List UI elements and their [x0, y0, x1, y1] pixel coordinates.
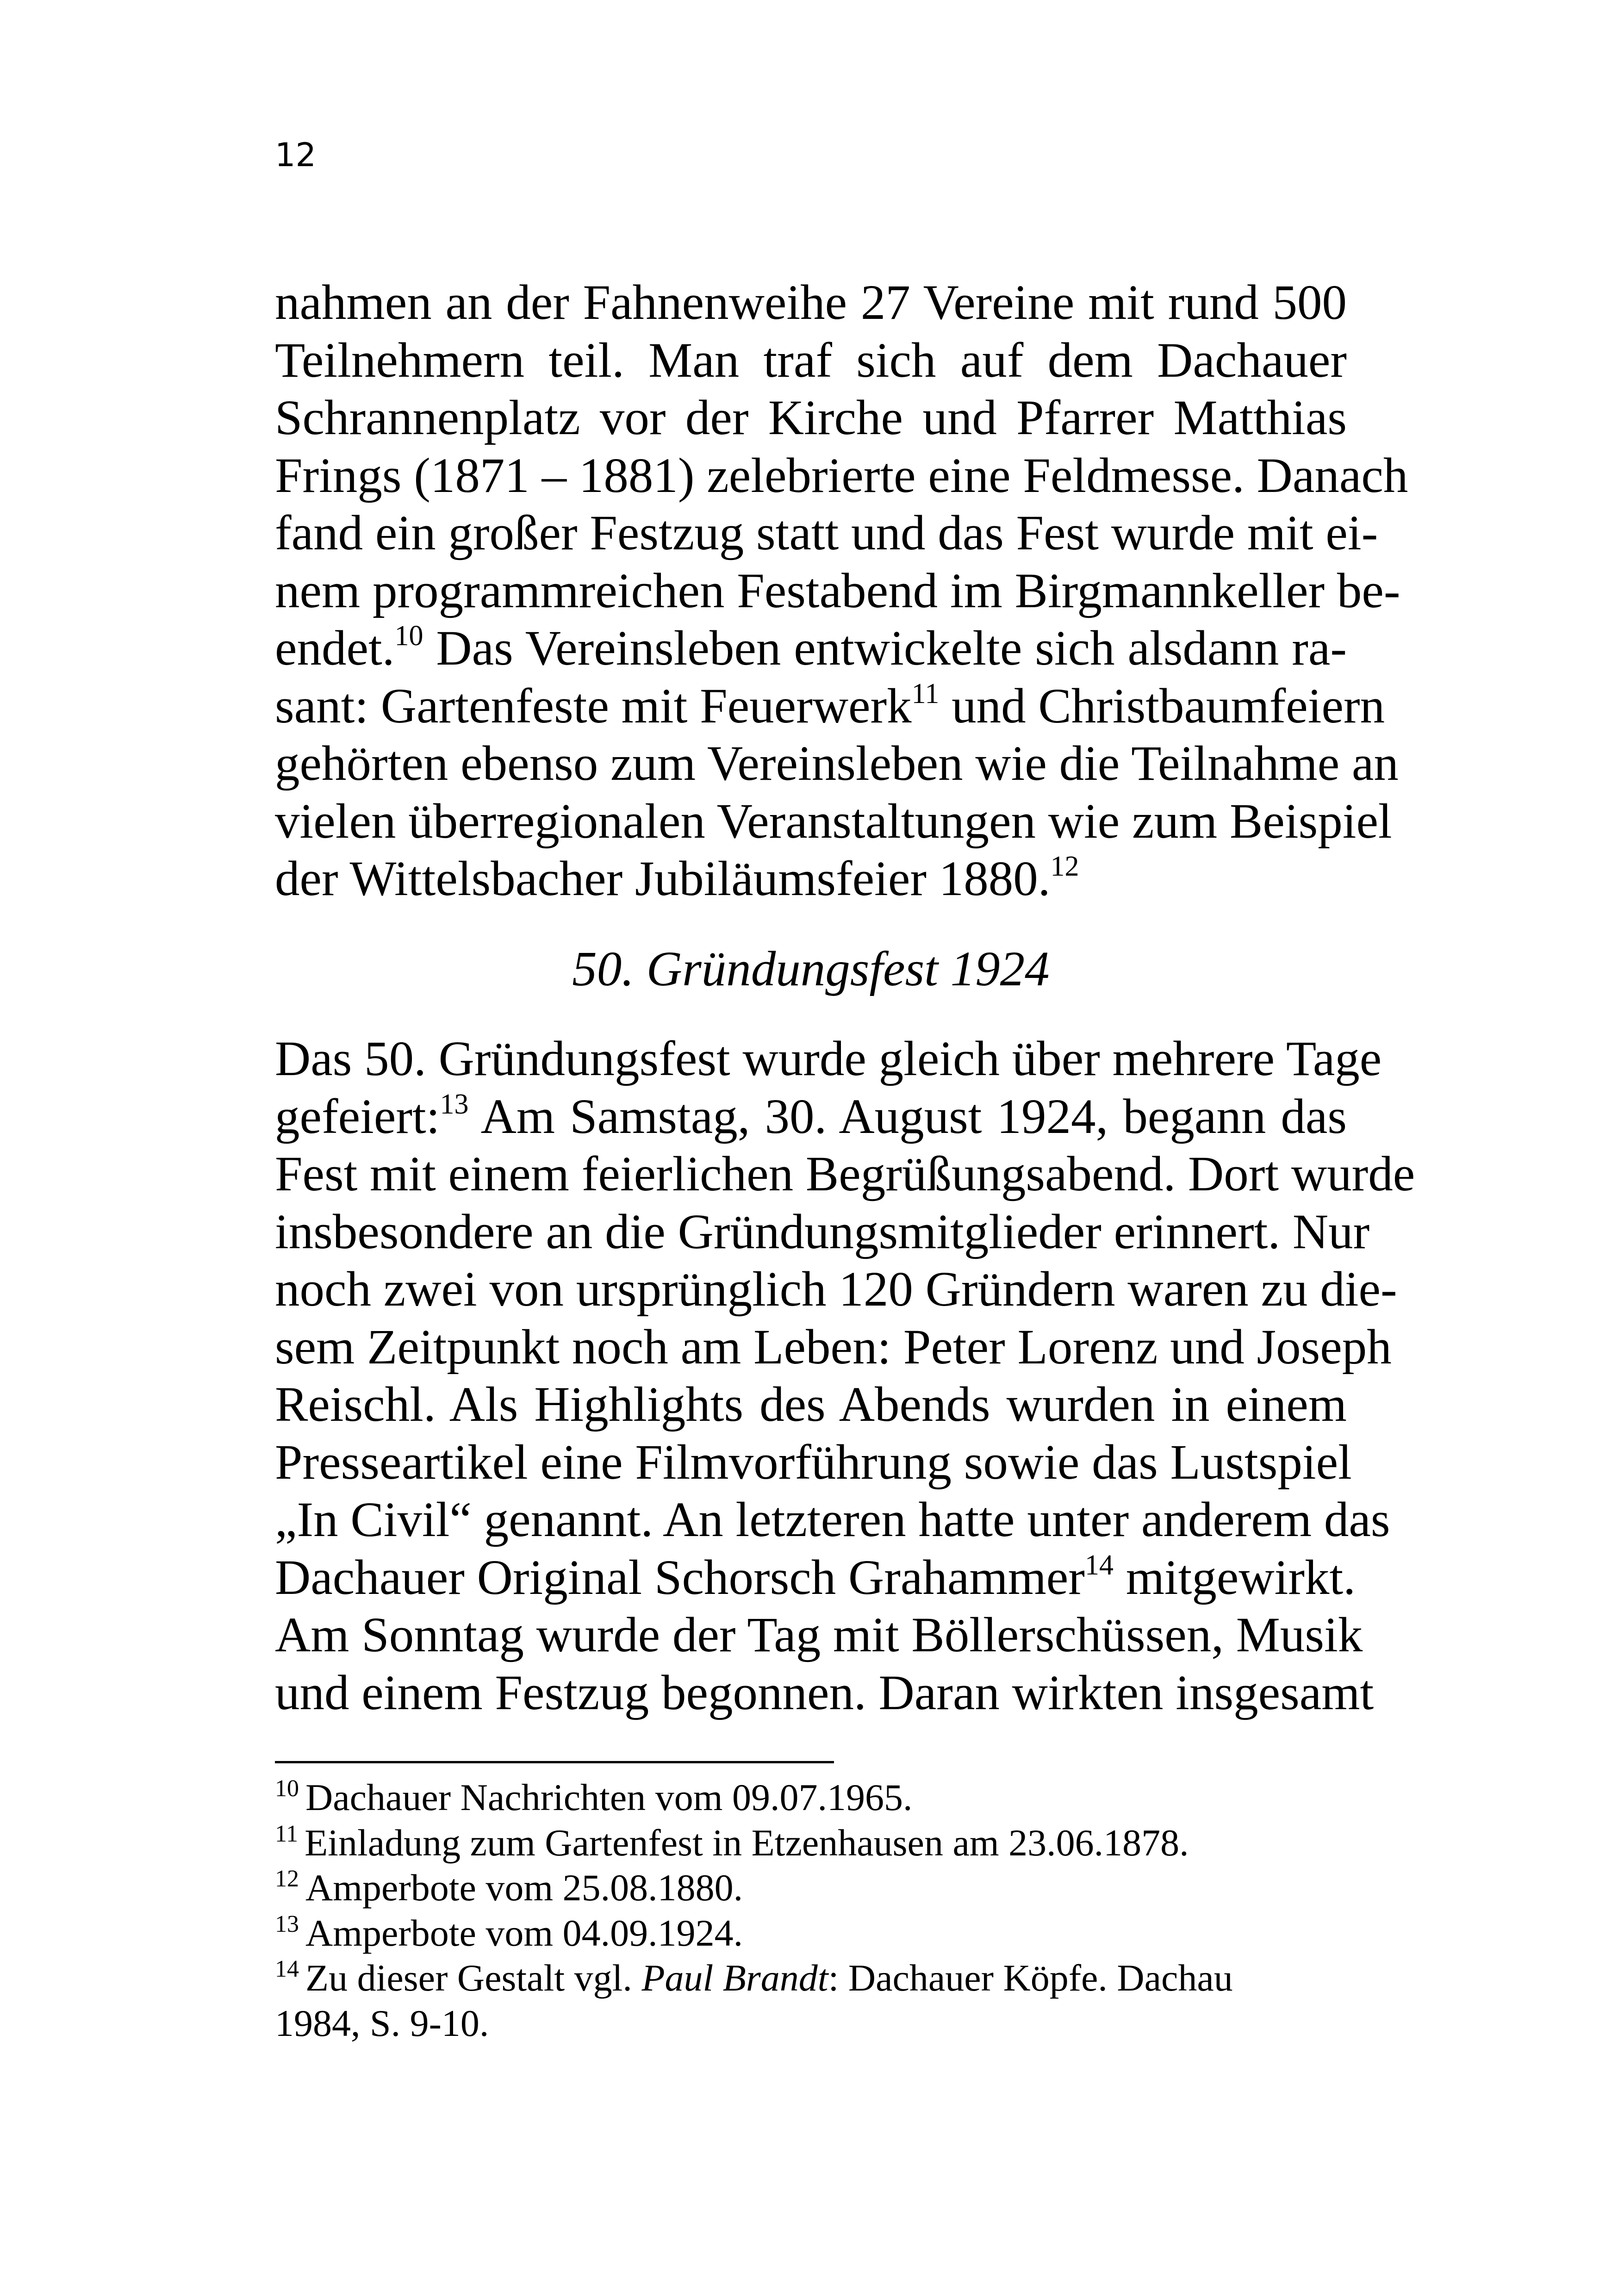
text-line: noch zwei von ursprünglich 120 Gründern waren zu die- [275, 1262, 1397, 1317]
text-segment: endet. [275, 621, 395, 676]
footnote-ref: 12 [1050, 851, 1079, 882]
footnote-ref: 14 [1084, 1549, 1114, 1581]
footnote-text: : Dachauer Köpfe. Dachau [828, 1957, 1233, 1999]
text-line: nem programmreichen Festabend im Birgmannkeller be- [275, 563, 1400, 618]
footnote-ref: 10 [394, 620, 423, 652]
text-line: Fest mit einem feierlichen Begrüßungsabend. Dort wurde [275, 1147, 1415, 1201]
text-segment: sant: Gartenfeste mit Feuerwerk [275, 678, 912, 734]
text-line [275, 850, 1347, 908]
footnote-number: 14 [275, 1956, 299, 1982]
text-line: Reischl. Als Highlights des Abends wurden in einem [275, 1377, 1347, 1432]
text-line: Teilnehmern teil. Man traf sich auf dem Dachauer [275, 333, 1347, 388]
text-segment: Am Samstag, 30. August 1924, begann das [468, 1089, 1347, 1144]
text-segment: gefeiert: [275, 1089, 440, 1144]
text-segment: der Wittelsbacher Jubiläumsfeier 1880. [275, 852, 1051, 906]
footnote-number: 13 [275, 1910, 299, 1937]
text-line: gehörten ebenso zum Vereinsleben wie die Teilnahme an [275, 736, 1399, 791]
footnote-number: 12 [275, 1866, 299, 1892]
text-line: und einem Festzug begonnen. Daran wirkten insgesamt [275, 1665, 1374, 1720]
text-line: vielen überregionalen Veranstaltungen wie zum Beispiel [275, 794, 1392, 849]
text-line [275, 678, 1385, 735]
text-line: Presseartikel eine Filmvorführung sowie das Lustspiel [275, 1435, 1352, 1490]
text-segment: mitgewirkt. [1113, 1550, 1356, 1605]
footnote-number: 10 [275, 1775, 299, 1802]
text-segment: Dachauer Original Schorsch Grahammer [275, 1550, 1085, 1605]
text-line: sem Zeitpunkt noch am Leben: Peter Lorenz und Joseph [275, 1319, 1392, 1375]
footnote-ref: 13 [440, 1088, 469, 1120]
footnote-text: Amperbote vom 04.09.1924. [305, 1911, 743, 1954]
footnote [275, 1865, 1347, 1910]
text-line [275, 1088, 1347, 1146]
footnote-text: Zu dieser Gestalt vgl. [305, 1957, 642, 1999]
paragraph-gruendungsfest [275, 1030, 1415, 1722]
text-line [275, 1549, 1356, 1607]
footnote-number: 11 [275, 1820, 299, 1847]
page-number: 12 [275, 136, 317, 174]
section-heading: 50. Gründungsfest 1924 [572, 941, 1050, 996]
text-line: nahmen an der Fahnenweihe 27 Vereine mit rund 500 [275, 275, 1347, 330]
text-line: Das 50. Gründungsfest wurde gleich über mehrere Tage [275, 1032, 1382, 1086]
text-line: Am Sonntag wurde der Tag mit Böllerschüssen, Musik [275, 1608, 1363, 1662]
footnote-continuation: 1984, S. 9-10. [275, 2002, 489, 2044]
footnote-text: Dachauer Nachrichten vom 09.07.1965. [305, 1776, 913, 1818]
footnote [275, 1775, 1347, 1820]
footnote-text: Einladung zum Gartenfest in Etzenhausen am 23.06.1878. [305, 1821, 1189, 1864]
text-segment: Das Vereinsleben entwickelte sich alsdann ra- [423, 621, 1347, 676]
footnote [275, 1910, 1347, 1956]
footnote [275, 1820, 1347, 1866]
text-line: „In Civil“ genannt. An letzteren hatte unter anderem das [275, 1493, 1390, 1547]
text-line: Schrannenplatz vor der Kirche und Pfarrer Matthias [275, 391, 1347, 445]
paragraph-fahnenweihe [275, 274, 1408, 908]
text-line: Frings (1871 – 1881) zelebrierte eine Feldmesse. Danach [275, 448, 1408, 503]
main-text [275, 274, 1415, 1722]
text-line: insbesondere an die Gründungsmitglieder erinnert. Nur [275, 1204, 1370, 1259]
text-segment: und Christbaumfeiern [939, 678, 1385, 734]
footnote-author: Paul Brandt [641, 1957, 828, 1999]
footnote [275, 1955, 1347, 2001]
footnote-separator [275, 1761, 834, 1763]
text-line: fand ein großer Festzug statt und das Fest wurde mit ei- [275, 506, 1378, 560]
footnotes [275, 1775, 1347, 2046]
footnote-text: Amperbote vom 25.08.1880. [305, 1867, 743, 1909]
footnote-ref: 11 [911, 678, 940, 709]
text-line [275, 620, 1347, 678]
